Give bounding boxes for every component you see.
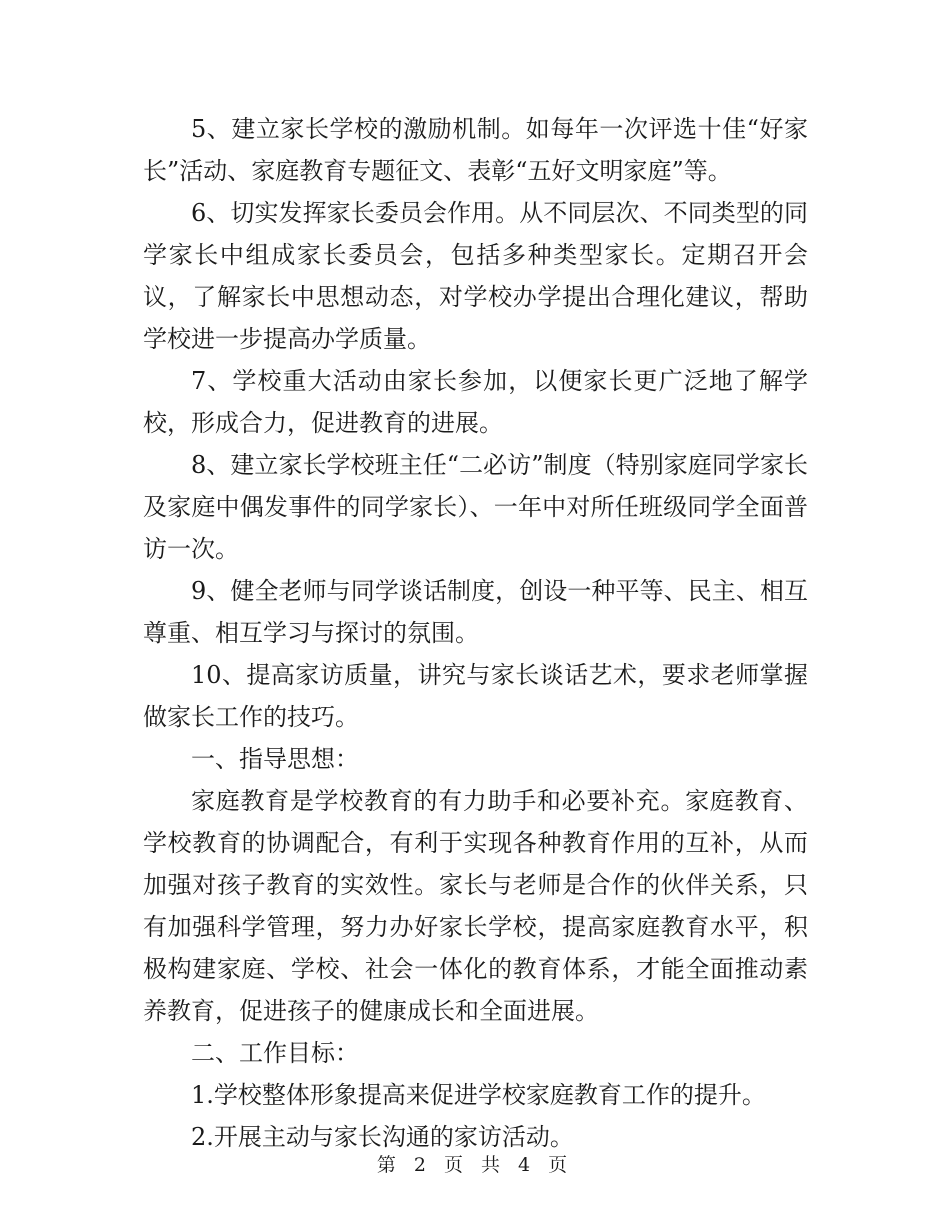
paragraph-item-9: 9、健全老师与同学谈话制度，创设一种平等、民主、相互尊重、相互学习与探讨的氛围。	[143, 577, 808, 647]
page-number-footer: 第 2 页 共 4 页	[376, 1154, 574, 1176]
paragraph-item-8: 8、建立家长学校班主任“二必访”制度（特别家庭同学家长及家庭中偶发事件的同学家长）、一年中对所任班级同学全面普访一次。	[143, 451, 808, 563]
page-body	[143, 108, 808, 1158]
paragraph-item-10: 10、提高家访质量，讲究与家长谈话艺术，要求老师掌握做家长工作的技巧。	[143, 661, 808, 731]
section-heading-work-goals: 二、工作目标：	[191, 1039, 359, 1067]
paragraph-item-6: 6、切实发挥家长委员会作用。从不同层次、不同类型的同学家长中组成家长委员会，包括多种类型家长。定期召开会议，了解家长中思想动态，对学校办学提出合理化建议，帮助学校进一步提高办学质量。	[143, 199, 808, 353]
goal-item-2: 2.开展主动与家长沟通的家访活动。	[191, 1123, 574, 1151]
goal-item-1: 1.学校整体形象提高来促进学校家庭教育工作的提升。	[191, 1081, 766, 1109]
paragraph-item-5: 5、建立家长学校的激励机制。如每年一次评选十佳“好家长”活动、家庭教育专题征文、表彰“五好文明家庭”等。	[143, 115, 808, 185]
section-heading-guiding-thought: 一、指导思想：	[191, 745, 359, 773]
paragraph-guiding-thought: 家庭教育是学校教育的有力助手和必要补充。家庭教育、学校教育的协调配合，有利于实现各种教育作用的互补，从而加强对孩子教育的实效性。家长与老师是合作的伙伴关系，只有加强科学管理，努力办好家长学校，提高家庭教育水平，积极构建家庭、学校、社会一体化的教育体系，才能全面推动素养教育，促进孩子的健康成长和全面进展。	[143, 787, 808, 1025]
paragraph-item-7: 7、学校重大活动由家长参加，以便家长更广泛地了解学校，形成合力，促进教育的进展。	[143, 367, 808, 437]
